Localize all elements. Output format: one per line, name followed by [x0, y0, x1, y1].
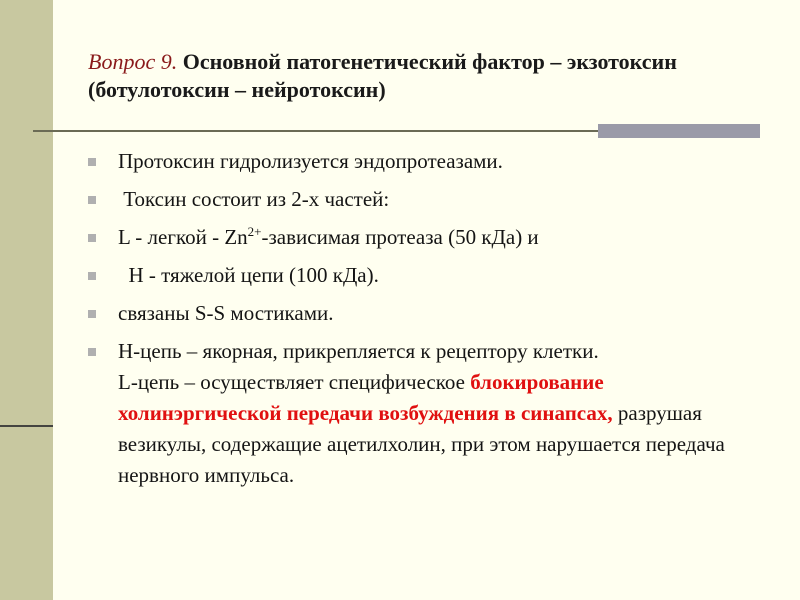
title-rule-accent — [598, 124, 760, 138]
square-bullet-icon — [88, 310, 96, 318]
bullet-superscript: 2+ — [247, 224, 262, 239]
bullet-item — [88, 146, 768, 177]
bullet-list — [88, 146, 768, 498]
bullet-text: связаны S-S мостиками. — [118, 301, 334, 325]
square-bullet-icon — [88, 272, 96, 280]
bullet-item — [88, 222, 768, 253]
bullet-text: Протоксин гидролизуется эндопротеазами. — [118, 149, 503, 173]
bullet-text-after: разрушая везикулы, содержащие ацетилхолин, при этом нарушается передача нервного импульса. — [118, 401, 725, 487]
side-divider-line — [0, 425, 53, 427]
bullet-item — [88, 298, 768, 329]
bullet-text-after: -зависимая протеаза (50 кДа) и — [261, 225, 539, 249]
highlighted-text: блокирование холинэргической передачи возбуждения в синапсах, — [118, 370, 613, 425]
bullet-text-before: L - легкой - Zn — [118, 225, 248, 249]
square-bullet-icon — [88, 196, 96, 204]
bullet-item — [88, 260, 768, 291]
bullet-text-before: L-цепь – осуществляет специфическое — [118, 370, 471, 394]
title-text: Основной патогенетический фактор – экзотоксин (ботулотоксин – нейротоксин) — [88, 49, 677, 102]
bullet-text: Токсин состоит из 2-х частей: — [118, 187, 390, 211]
square-bullet-icon — [88, 348, 96, 356]
bullet-text: Н - тяжелой цепи (100 кДа). — [118, 263, 379, 287]
bullet-line-1: Н-цепь – якорная, прикрепляется к рецептору клетки. — [118, 339, 599, 363]
bullet-item — [88, 336, 768, 491]
side-decoration-bar — [0, 0, 53, 600]
slide-title — [88, 48, 738, 104]
square-bullet-icon — [88, 158, 96, 166]
bullet-item — [88, 184, 768, 215]
title-rule — [33, 130, 598, 132]
square-bullet-icon — [88, 234, 96, 242]
question-number: Вопрос 9. — [88, 49, 178, 74]
